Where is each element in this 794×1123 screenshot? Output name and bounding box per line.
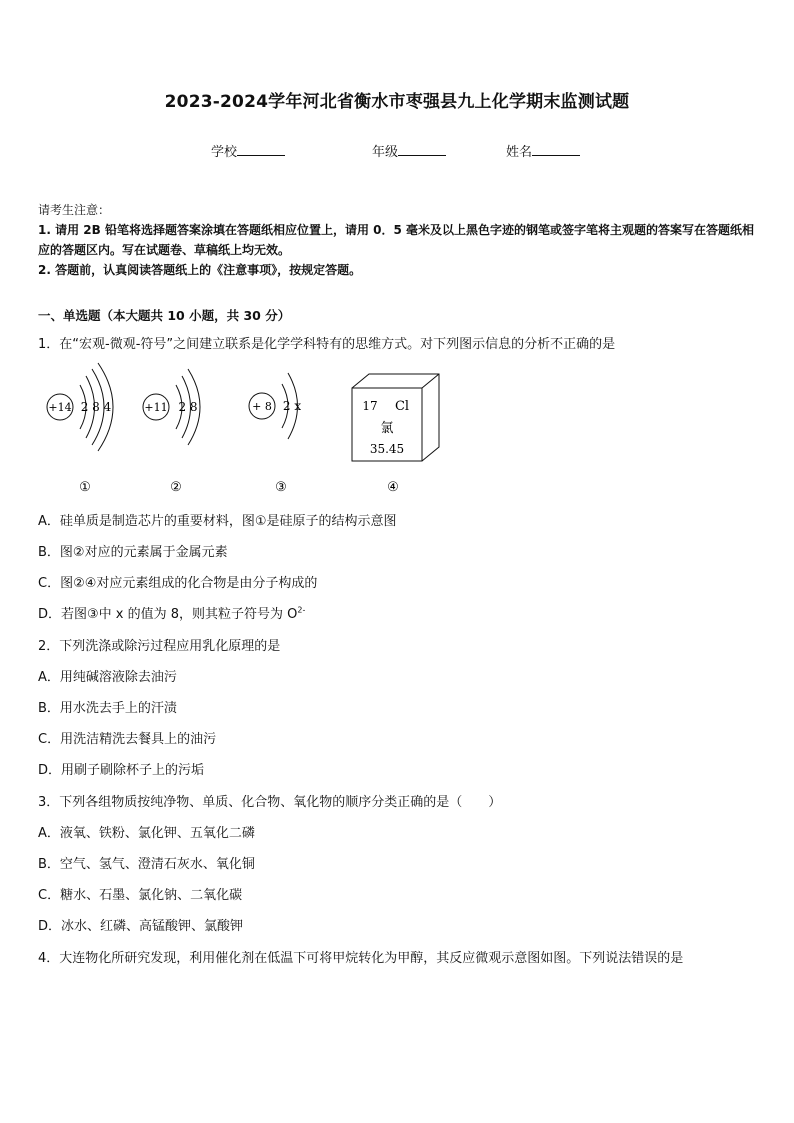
figure-label-2: ② bbox=[170, 480, 182, 495]
element-symbol: Cl bbox=[394, 399, 410, 414]
notice-heading: 请考生注意： bbox=[38, 203, 111, 217]
atom2-nucleus: +11 bbox=[144, 401, 168, 414]
name-label: 姓名 bbox=[506, 145, 533, 160]
atom-diagram-3 bbox=[249, 373, 301, 439]
q3-option-c: C．糖水、石墨、氯化钠、二氧化碳 bbox=[38, 888, 243, 903]
element-mass: 35.45 bbox=[369, 442, 405, 456]
q1-figure bbox=[0, 360, 794, 500]
q3-option-b: B．空气、氢气、澄清石灰水、氧化铜 bbox=[38, 857, 255, 872]
q2-option-d: D．用刷子刷除杯子上的污垢 bbox=[38, 763, 205, 778]
element-cell-chlorine bbox=[352, 374, 439, 461]
notice-block bbox=[38, 200, 763, 280]
school-label: 学校 bbox=[211, 145, 238, 160]
q1-option-d bbox=[38, 603, 305, 622]
grade-field[interactable] bbox=[372, 141, 446, 160]
atom1-shells: 2 8 4 bbox=[80, 400, 112, 414]
element-name: 氯 bbox=[380, 421, 394, 436]
q1-option-d-charge: 2- bbox=[297, 605, 306, 615]
figure-label-3: ③ bbox=[275, 480, 287, 495]
q1-option-b: B．图②对应的元素属于金属元素 bbox=[38, 545, 228, 560]
q1-option-a: A．硅单质是制造芯片的重要材料，图①是硅原子的结构示意图 bbox=[38, 514, 397, 529]
school-field[interactable] bbox=[211, 141, 285, 160]
page-title: 2023-2024学年河北省衡水市枣强县九上化学期末监测试题 bbox=[164, 92, 630, 112]
figure-label-4: ④ bbox=[387, 480, 399, 495]
element-number: 17 bbox=[362, 399, 378, 413]
notice-item-2: 2. 答题前，认真阅读答题纸上的《注意事项》，按规定答题。 bbox=[38, 263, 362, 277]
school-blank[interactable] bbox=[237, 143, 285, 156]
q3-stem: 3．下列各组物质按纯净物、单质、化合物、氧化物的顺序分类正确的是（ ） bbox=[38, 795, 502, 810]
section-title: 一、单选题（本大题共 10 小题，共 30 分） bbox=[38, 308, 291, 323]
q1-option-d-text: D．若图③中 x 的值为 8，则其粒子符号为 O bbox=[38, 607, 298, 622]
q2-stem: 2．下列洗涤或除污过程应用乳化原理的是 bbox=[38, 639, 281, 654]
grade-blank[interactable] bbox=[398, 143, 446, 156]
q3-option-a: A．液氧、铁粉、氯化钾、五氧化二磷 bbox=[38, 826, 255, 841]
atom-diagram-1 bbox=[47, 363, 113, 451]
atom2-shells: 2 8 bbox=[178, 400, 198, 414]
q2-option-c: C．用洗洁精洗去餐具上的油污 bbox=[38, 732, 217, 747]
name-field[interactable] bbox=[506, 141, 580, 160]
q2-option-a: A．用纯碱溶液除去油污 bbox=[38, 670, 177, 685]
atom-diagram-2 bbox=[143, 369, 200, 445]
atom1-nucleus: +14 bbox=[48, 401, 72, 414]
q4-stem: 4．大连物化所研究发现，利用催化剂在低温下可将甲烷转化为甲醇，其反应微观示意图如图。下列说法错误的是 bbox=[38, 951, 684, 966]
atom3-nucleus: + 8 bbox=[252, 400, 272, 413]
atom3-shells: 2 x bbox=[282, 399, 302, 413]
notice-item-1: 1. 请用 2B 铅笔将选择题答案涂填在答题纸相应位置上，请用 0．5 毫米及以上黑色字迹的钢笔或签字笔将主观题的答案写在答题纸相应的答题区内。写在试题卷、草稿纸上均无效。 bbox=[38, 223, 754, 257]
grade-label: 年级 bbox=[372, 145, 399, 160]
q2-option-b: B．用水洗去手上的汗渍 bbox=[38, 701, 177, 716]
figure-label-1: ① bbox=[79, 480, 91, 495]
name-blank[interactable] bbox=[532, 143, 580, 156]
q1-stem: 1．在“宏观-微观-符号”之间建立联系是化学学科特有的思维方式。对下列图示信息的分析不正确的是 bbox=[38, 337, 616, 352]
q1-option-c: C．图②④对应元素组成的化合物是由分子构成的 bbox=[38, 576, 318, 591]
q3-option-d: D．冰水、红磷、高锰酸钾、氯酸钾 bbox=[38, 919, 244, 934]
